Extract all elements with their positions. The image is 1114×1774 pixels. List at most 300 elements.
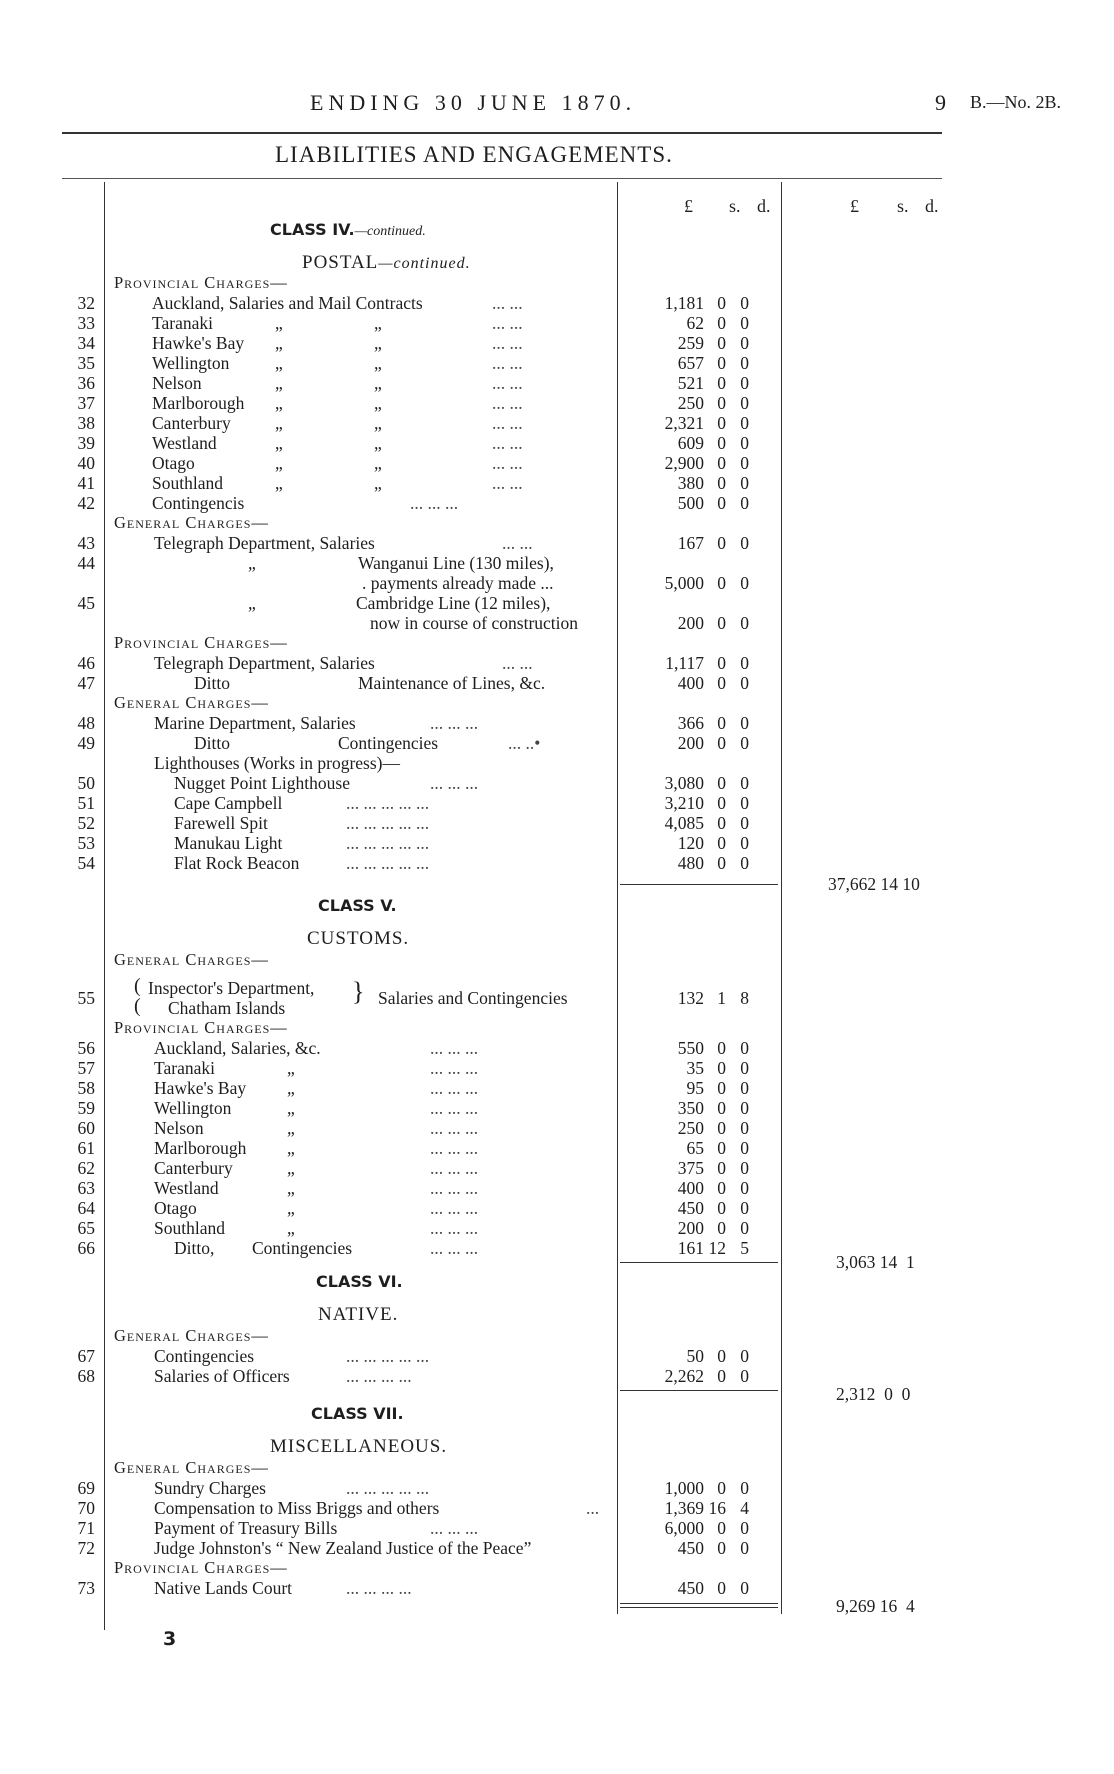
amount-pence: 0 xyxy=(740,1038,749,1058)
item-label: Native Lands Court xyxy=(154,1578,293,1598)
amount-pence: 0 xyxy=(740,673,749,693)
item-label: Cape Campbell xyxy=(174,793,283,813)
class-total xyxy=(836,1252,915,1273)
leader-dots: ... ... ... xyxy=(430,1078,479,1098)
item-label: „ xyxy=(287,1118,295,1138)
leader-dots: ... ... xyxy=(492,413,523,433)
amount-pence: 8 xyxy=(740,988,749,1008)
item-label: Contingencies xyxy=(252,1238,353,1258)
item-label: „ xyxy=(374,373,382,393)
amount-pence: 0 xyxy=(740,533,749,553)
leader-dots: ... ... ... xyxy=(430,1058,479,1078)
amount-pence: 0 xyxy=(740,773,749,793)
class-total-value: 2,312 xyxy=(836,1384,876,1404)
item-label: „ xyxy=(287,1098,295,1118)
running-header-title: ENDING 30 JUNE 1870. xyxy=(310,90,637,115)
class-heading: CLASS VI. xyxy=(316,1272,403,1291)
item-label: Manukau Light xyxy=(174,833,283,853)
item-number: 62 xyxy=(77,1158,95,1178)
subtotal-rule xyxy=(620,1262,778,1263)
amount-shillings: 0 xyxy=(717,313,726,333)
item-label: Nelson xyxy=(154,1118,204,1138)
item-number: 69 xyxy=(77,1478,95,1498)
item-label: „ xyxy=(287,1178,295,1198)
table-row xyxy=(62,333,942,353)
amount-pence: 0 xyxy=(740,453,749,473)
amount-shillings: 0 xyxy=(717,773,726,793)
table-row xyxy=(62,1538,942,1558)
group-heading xyxy=(62,1018,942,1038)
item-label: „ xyxy=(374,433,382,453)
amount-pounds: 1,117 xyxy=(665,653,704,673)
table-row xyxy=(62,613,942,633)
item-number: 70 xyxy=(77,1498,95,1518)
class-total-value: 0 xyxy=(901,1384,911,1404)
table-row xyxy=(62,1366,942,1386)
item-label: „ xyxy=(287,1198,295,1218)
item-label: „ xyxy=(275,353,283,373)
item-number: 47 xyxy=(77,673,95,693)
table-row xyxy=(62,1198,942,1218)
table-row xyxy=(62,793,942,813)
leader-dots: ... ... ... xyxy=(430,1158,479,1178)
amount-shillings: 0 xyxy=(717,1158,726,1178)
amount-pence: 0 xyxy=(740,1346,749,1366)
class-heading: CLASS V. xyxy=(318,896,397,915)
table-row xyxy=(62,1078,942,1098)
amount-pence: 5 xyxy=(740,1238,749,1258)
amount-shillings: 0 xyxy=(717,833,726,853)
leader-dots: ... ... xyxy=(492,293,523,313)
amount-shillings: 0 xyxy=(717,673,726,693)
amount-pounds: 2,262 xyxy=(664,1366,704,1386)
section-title: LIABILITIES AND ENGAGEMENTS. xyxy=(275,142,673,167)
leader-dots: ... ... xyxy=(492,393,523,413)
item-number: 41 xyxy=(77,473,95,493)
amount-shillings: 0 xyxy=(717,793,726,813)
page-number: 9 xyxy=(935,90,946,115)
amount-pence: 0 xyxy=(740,1518,749,1538)
item-label: Taranaki xyxy=(154,1058,215,1078)
item-number: 36 xyxy=(77,373,95,393)
amount-pence: 0 xyxy=(740,1578,749,1598)
item-number: 39 xyxy=(77,433,95,453)
amount-pence: 0 xyxy=(740,413,749,433)
amount-pence: 0 xyxy=(740,1098,749,1118)
leader-dots: ... ... ... ... ... xyxy=(346,793,430,813)
amount-pounds: 609 xyxy=(677,433,704,453)
amount-pounds: 480 xyxy=(677,853,704,873)
item-number: 43 xyxy=(77,533,95,553)
table-row xyxy=(62,1346,942,1366)
item-label: „ xyxy=(287,1218,295,1238)
item-number: 71 xyxy=(77,1518,95,1538)
amount-shillings: 0 xyxy=(717,1038,726,1058)
amount-pounds: 132 xyxy=(677,988,704,1008)
item-label: General Charges— xyxy=(114,693,269,712)
item-number: 35 xyxy=(77,353,95,373)
amount-shillings: 16 xyxy=(708,1498,726,1518)
table-row xyxy=(62,373,942,393)
item-label: „ xyxy=(275,393,283,413)
amount-pence: 0 xyxy=(740,713,749,733)
item-label: Canterbury xyxy=(152,413,231,433)
item-number: 56 xyxy=(77,1038,95,1058)
item-number: 37 xyxy=(77,393,95,413)
item-label: Compensation to Miss Briggs and others xyxy=(154,1498,440,1518)
table-row xyxy=(62,393,942,413)
item-label: Canterbury xyxy=(154,1158,233,1178)
amount-shillings: 0 xyxy=(717,1478,726,1498)
class-total-value: 14 xyxy=(880,874,898,894)
amount-pence: 0 xyxy=(740,313,749,333)
amount-pounds: 375 xyxy=(677,1158,704,1178)
amount-shillings: 0 xyxy=(717,1078,726,1098)
item-label: Otago xyxy=(154,1198,197,1218)
amount-pence: 0 xyxy=(740,1478,749,1498)
item-number: 51 xyxy=(77,793,95,813)
leader-dots: ... ... ... xyxy=(430,1138,479,1158)
item-label: Telegraph Department, Salaries xyxy=(154,533,375,553)
subtotal-rule xyxy=(620,1390,778,1391)
amount-pounds: 62 xyxy=(686,313,704,333)
amount-pounds: 2,900 xyxy=(664,453,704,473)
item-label: Wanganui Line (130 miles), xyxy=(358,553,554,573)
amount-shillings: 0 xyxy=(717,853,726,873)
amount-pence: 0 xyxy=(740,1218,749,1238)
amount-shillings: 0 xyxy=(717,393,726,413)
leader-dots: ... ... ... xyxy=(410,493,459,513)
amount-shillings: 0 xyxy=(717,1178,726,1198)
item-label: Provincial Charges— xyxy=(114,633,288,652)
table-row xyxy=(62,433,942,453)
item-number: 59 xyxy=(77,1098,95,1118)
amount-shillings: 0 xyxy=(717,1366,726,1386)
subsection-heading: NATIVE. xyxy=(318,1304,399,1325)
amount-pounds: 366 xyxy=(677,713,704,733)
leader-dots: ... ... xyxy=(492,453,523,473)
item-number: 45 xyxy=(77,593,95,613)
amount-pounds: 450 xyxy=(677,1578,704,1598)
item-label: „ xyxy=(287,1158,295,1178)
item-label: General Charges— xyxy=(114,1458,269,1477)
item-label: Contingencies xyxy=(338,733,439,753)
item-label: Hawke's Bay xyxy=(152,333,245,353)
item-number: 32 xyxy=(77,293,95,313)
amount-pence: 0 xyxy=(740,853,749,873)
item-number: 54 xyxy=(77,853,95,873)
amount-pounds: 3,080 xyxy=(664,773,704,793)
leader-dots: ... ... ... ... ... xyxy=(346,1478,430,1498)
amount-pounds: 3,210 xyxy=(664,793,704,813)
item-label: Ditto, xyxy=(174,1238,215,1258)
subsection-heading: CUSTOMS. xyxy=(307,928,410,949)
item-number: 61 xyxy=(77,1138,95,1158)
item-number: 49 xyxy=(77,733,95,753)
leader-dots: ... ... ... ... ... xyxy=(346,813,430,833)
item-label: Southland xyxy=(154,1218,225,1238)
item-label: „ xyxy=(374,353,382,373)
item-number: 53 xyxy=(77,833,95,853)
table-row xyxy=(62,1498,942,1518)
item-number: 34 xyxy=(77,333,95,353)
table-row xyxy=(62,653,942,673)
table-row xyxy=(62,493,942,513)
table-row xyxy=(62,1238,942,1258)
leader-dots: ... ... xyxy=(492,473,523,493)
class-total-value: 3,063 xyxy=(836,1252,876,1272)
table-row xyxy=(62,313,942,333)
amount-shillings: 0 xyxy=(717,813,726,833)
leader-dots: ... ... ... ... xyxy=(346,1578,412,1598)
item-label: Otago xyxy=(152,453,195,473)
leader-dots: ... ... ... ... ... xyxy=(346,1346,430,1366)
amount-pence: 0 xyxy=(740,433,749,453)
table-row xyxy=(62,353,942,373)
item-label: Salaries and Contingencies xyxy=(378,988,568,1008)
col-shillings: s. xyxy=(729,196,741,216)
subsection-heading: POSTAL—continued. xyxy=(302,252,471,273)
item-label: Auckland, Salaries, &c. xyxy=(154,1038,321,1058)
item-label: Nugget Point Lighthouse xyxy=(174,773,350,793)
series-number: B.—No. 2B. xyxy=(970,92,1062,112)
item-number: 50 xyxy=(77,773,95,793)
class-total xyxy=(836,1384,910,1405)
amount-pounds: 550 xyxy=(677,1038,704,1058)
amount-shillings: 0 xyxy=(717,1198,726,1218)
leader-dots: ... ... xyxy=(492,433,523,453)
item-label: General Charges— xyxy=(114,513,269,532)
leader-dots: ... ... ... xyxy=(430,1178,479,1198)
amount-pounds: 400 xyxy=(677,1178,704,1198)
item-label: „ xyxy=(275,473,283,493)
amount-pence: 0 xyxy=(740,1058,749,1078)
item-label: „ xyxy=(275,433,283,453)
item-number: 46 xyxy=(77,653,95,673)
amount-pence: 0 xyxy=(740,833,749,853)
amount-pence: 0 xyxy=(740,1366,749,1386)
amount-shillings: 0 xyxy=(717,1538,726,1558)
item-label: now in course of construction xyxy=(370,613,579,633)
amount-shillings: 0 xyxy=(717,493,726,513)
leader-dots: ... ... xyxy=(492,353,523,373)
amount-shillings: 0 xyxy=(717,1138,726,1158)
table-row xyxy=(62,553,942,573)
item-label: Farewell Spit xyxy=(174,813,268,833)
amount-shillings: 0 xyxy=(717,1346,726,1366)
item-number: 38 xyxy=(77,413,95,433)
leader-dots: ... ... ... ... xyxy=(346,1366,412,1386)
amount-shillings: 1 xyxy=(717,988,726,1008)
class-total-value: 16 xyxy=(879,1596,898,1616)
amount-pence: 0 xyxy=(740,1538,749,1558)
table-row xyxy=(62,975,942,1018)
item-label: „ xyxy=(374,413,382,433)
item-label: „ xyxy=(374,313,382,333)
amount-pounds: 65 xyxy=(686,1138,704,1158)
amount-pounds: 120 xyxy=(677,833,704,853)
leader-dots: ... ... ... xyxy=(430,1118,479,1138)
item-label: „ xyxy=(275,313,283,333)
amount-pence: 0 xyxy=(740,473,749,493)
leader-dots: ... ... ... xyxy=(430,1098,479,1118)
item-label: Judge Johnston's “ New Zealand Justice of the Peace” xyxy=(154,1538,532,1558)
amount-pounds: 521 xyxy=(677,373,704,393)
amount-pence: 0 xyxy=(740,293,749,313)
amount-pounds: 200 xyxy=(677,613,704,633)
amount-shillings: 0 xyxy=(717,373,726,393)
item-label: ( xyxy=(134,975,141,997)
item-number: 60 xyxy=(77,1118,95,1138)
amount-pounds: 200 xyxy=(677,1218,704,1238)
item-label: Wellington xyxy=(154,1098,232,1118)
item-number: 57 xyxy=(77,1058,95,1078)
amount-shillings: 0 xyxy=(717,1578,726,1598)
col-total-pounds: £ xyxy=(850,196,859,216)
amount-shillings: 0 xyxy=(717,613,726,633)
group-heading xyxy=(62,1326,942,1346)
amount-shillings: 0 xyxy=(717,473,726,493)
amount-pounds: 5,000 xyxy=(664,573,704,593)
amount-shillings: 0 xyxy=(717,1218,726,1238)
item-label: „ xyxy=(275,373,283,393)
amount-shillings: 0 xyxy=(717,293,726,313)
item-label: General Charges— xyxy=(114,1326,269,1345)
class-heading: CLASS VII. xyxy=(311,1404,404,1423)
table-row xyxy=(62,1138,942,1158)
item-label: Ditto xyxy=(194,673,230,693)
item-label: Salaries of Officers xyxy=(154,1366,290,1386)
table-row xyxy=(62,593,942,613)
class-total-value: 0 xyxy=(884,1384,893,1404)
amount-pence: 0 xyxy=(740,733,749,753)
table-row xyxy=(62,713,942,733)
item-label: „ xyxy=(374,473,382,493)
amount-shillings: 0 xyxy=(717,713,726,733)
leader-dots: ... ... ... xyxy=(430,713,479,733)
amount-pence: 0 xyxy=(740,573,749,593)
item-label: Sundry Charges xyxy=(154,1478,266,1498)
amount-pounds: 250 xyxy=(677,393,704,413)
table-row xyxy=(62,533,942,553)
class-total-value: 10 xyxy=(902,874,920,894)
group-heading xyxy=(62,273,942,293)
amount-pence: 0 xyxy=(740,813,749,833)
leader-dots: ... ... xyxy=(492,333,523,353)
leader-dots: ... ... xyxy=(492,373,523,393)
table-row xyxy=(62,733,942,753)
item-label: „ xyxy=(374,333,382,353)
table-row xyxy=(62,1058,942,1078)
amount-pounds: 450 xyxy=(677,1198,704,1218)
table-row xyxy=(62,1518,942,1538)
amount-shillings: 0 xyxy=(717,573,726,593)
item-number: 58 xyxy=(77,1078,95,1098)
amount-pounds: 1,000 xyxy=(664,1478,704,1498)
item-label: ( xyxy=(134,995,141,1017)
amount-shillings: 0 xyxy=(717,453,726,473)
item-number: 73 xyxy=(77,1578,95,1598)
item-label: „ xyxy=(275,413,283,433)
leader-dots: ... ... ... ... ... xyxy=(346,853,430,873)
amount-pounds: 161 xyxy=(677,1238,704,1258)
item-label: Chatham Islands xyxy=(168,998,286,1018)
leader-dots: ... ... ... xyxy=(430,1218,479,1238)
amount-shillings: 0 xyxy=(717,1518,726,1538)
item-label: Payment of Treasury Bills xyxy=(154,1518,338,1538)
group-heading xyxy=(62,693,942,713)
amount-pounds: 1,181 xyxy=(664,293,704,313)
item-label: „ xyxy=(374,393,382,413)
col-total-pence: d. xyxy=(925,196,939,216)
amount-pounds: 250 xyxy=(677,1118,704,1138)
item-label: Nelson xyxy=(152,373,202,393)
amount-shillings: 0 xyxy=(717,333,726,353)
item-number: 55 xyxy=(77,988,95,1008)
table-row xyxy=(62,293,942,313)
amount-pence: 0 xyxy=(740,653,749,673)
item-number: 65 xyxy=(77,1218,95,1238)
item-label: General Charges— xyxy=(114,950,269,969)
group-heading xyxy=(62,1458,942,1478)
table-row xyxy=(62,853,942,873)
group-heading xyxy=(62,513,942,533)
leader-dots: ... ... xyxy=(502,653,533,673)
item-label: „ xyxy=(275,453,283,473)
item-label: „ xyxy=(275,333,283,353)
item-number: 42 xyxy=(77,493,95,513)
item-number: 66 xyxy=(77,1238,95,1258)
amount-pounds: 500 xyxy=(677,493,704,513)
item-label: Contingencis xyxy=(152,493,245,513)
amount-shillings: 0 xyxy=(717,413,726,433)
amount-pence: 0 xyxy=(740,333,749,353)
class-total-value: 37,662 xyxy=(828,874,877,894)
amount-shillings: 0 xyxy=(717,353,726,373)
group-heading xyxy=(62,1558,942,1578)
class-heading: CLASS IV.—continued. xyxy=(270,220,426,239)
amount-pounds: 95 xyxy=(686,1078,704,1098)
col-pence: d. xyxy=(757,196,771,216)
amount-pence: 0 xyxy=(740,373,749,393)
class-total-value: 14 xyxy=(879,1252,898,1272)
amount-pence: 0 xyxy=(740,1078,749,1098)
item-number: 63 xyxy=(77,1178,95,1198)
table-row xyxy=(62,673,942,693)
item-label: Marlborough xyxy=(154,1138,247,1158)
amount-shillings: 0 xyxy=(717,653,726,673)
table-row xyxy=(62,1478,942,1498)
group-heading xyxy=(62,950,942,970)
item-label: „ xyxy=(287,1058,295,1078)
subtotal-rule xyxy=(620,1603,778,1604)
subtotal-rule xyxy=(620,884,778,885)
amount-pence: 0 xyxy=(740,613,749,633)
table-row xyxy=(62,1178,942,1198)
item-label: Ditto xyxy=(194,733,230,753)
amount-pounds: 1,369 xyxy=(664,1498,704,1518)
item-label: Lighthouses (Works in progress)— xyxy=(154,753,400,773)
table-row xyxy=(62,413,942,433)
item-label: Provincial Charges— xyxy=(114,1018,288,1037)
item-number: 48 xyxy=(77,713,95,733)
col-total-shillings: s. xyxy=(897,196,909,216)
class-total-value: 1 xyxy=(906,1252,915,1272)
item-label: Cambridge Line (12 miles), xyxy=(356,593,551,613)
item-number: 44 xyxy=(77,553,95,573)
table-row xyxy=(62,1098,942,1118)
item-label: Westland xyxy=(152,433,217,453)
